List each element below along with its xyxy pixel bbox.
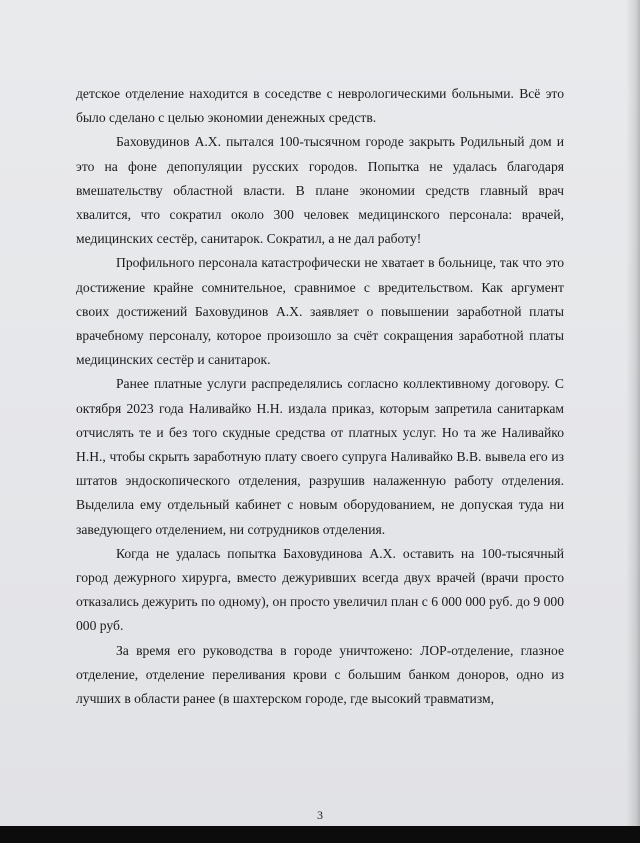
paragraph-2: Баховудинов А.Х. пытался 100-тысячном городе закрыть Родильный дом и это на фоне депопуляции русских городов. Попытка не удалась благодаря вмешательству областной власти. В плане экономии средств главный врач хвалится, что сократил около 300 человек медицинского персонала: врачей, медицинских сестёр, санитарок. Сократил, а не дал работу! [76,134,564,247]
paragraph-5: Когда не удалась попытка Баховудинова А.Х. оставить на 100-тысячный город дежурного хирурга, вместо дежуривших всегда двух врачей (врачи просто отказались дежурить по одному), он просто увеличил план с 6 000 000 руб. до 9 000 000 руб. [76,545,564,634]
paragraph-3: Профильного персонала катастрофически не хватает в больнице, так что это достижение крайне сомнительное, сравнимое с вредительством. Как аргумент своих достижений Баховудинов А.Х. заявляет о повышении заработной платы врачебному персоналу, которое произошло за счёт сокращения заработной платы медицинских сестёр и санитарок. [76,255,564,368]
paragraph-1: детское отделение находится в соседстве с неврологическими больными. Всё это было сделано с целью экономии денежных средств. [76,86,564,126]
bottom-frame-bar [0,826,640,843]
document-body [76,82,564,711]
page-number: 3 [317,808,323,822]
paragraph-6: За время его руководства в городе уничтожено: ЛОР-отделение, глазное отделение, отделение переливания крови с большим банком доноров, одно из лучших в области ранее (в шахтерском городе, где высокий травматизм, [76,642,564,707]
paragraph-4: Ранее платные услуги распределялись согласно коллективному договору. С октября 2023 года Наливайко Н.Н. издала приказ, которым запретила санитаркам отчислять те и без того скудные средства от платных услуг. Но та же Наливайко Н.Н., чтобы скрыть заработную плату своего супруга Наливайко В.В. вывела его из штатов эндоскопического отделения, разрушив налаженную работу отделения. Выделила ему отдельный кабинет с новым оборудованием, не допуская туда ни заведующего отделением, ни сотрудников отделения. [76,376,564,537]
page-shadow-edge [626,0,640,826]
